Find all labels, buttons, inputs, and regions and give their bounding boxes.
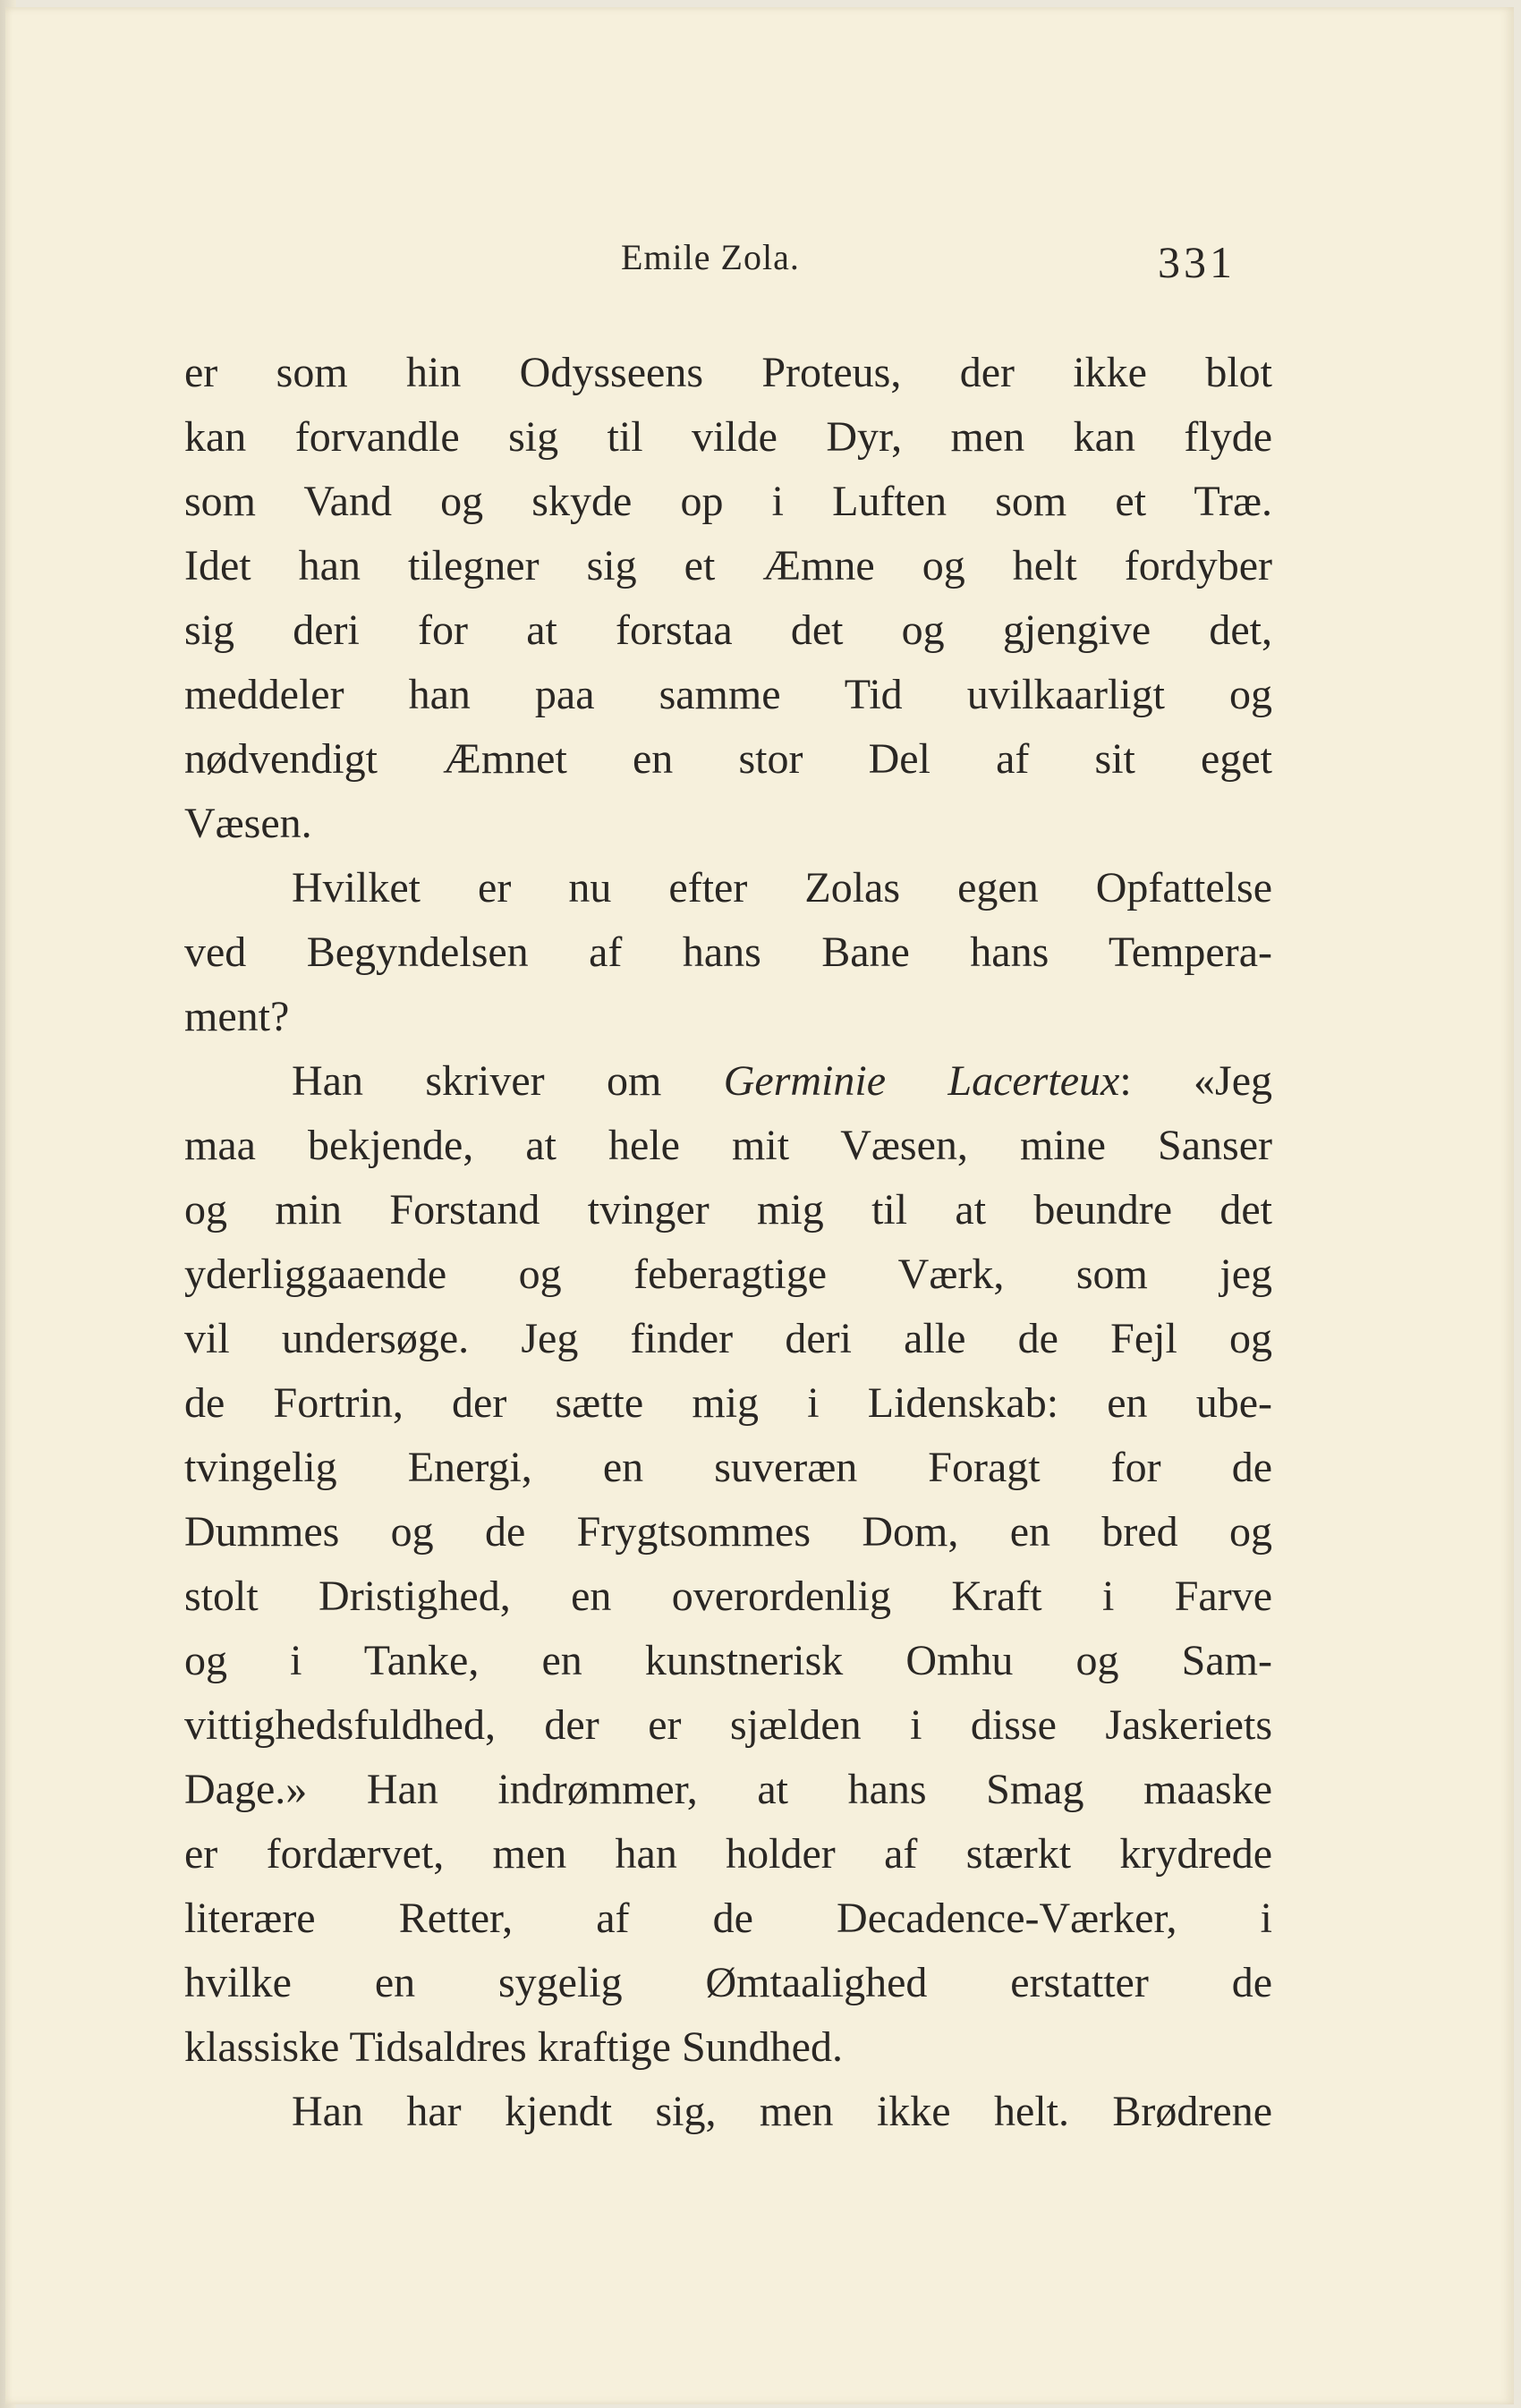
text-line: ved Begyndelsen af hans Bane hans Tempera- [184, 928, 1272, 976]
text-span: : «Jeg [1119, 1057, 1273, 1105]
text-line: maa bekjende, at hele mit Væsen, mine Sanser [184, 1122, 1272, 1169]
text-line: Væsen. [184, 800, 312, 847]
text-line: literære Retter, af de Decadence-Værker, i [184, 1895, 1272, 1942]
text-line: vittighedsfuldhed, der er sjælden i disse Jaskeriets [184, 1701, 1272, 1749]
text-line: Dage.» Han indrømmer, at hans Smag maaske [184, 1766, 1272, 1813]
text-line: nødvendigt Æmnet en stor Del af sit eget [184, 735, 1272, 783]
text-line: yderliggaaende og feberagtige Værk, som jeg [184, 1251, 1272, 1298]
text-line: tvingelig Energi, en suveræn Foragt for de [184, 1444, 1272, 1491]
running-header: Emile Zola. [621, 237, 800, 277]
text-span: Han skriver om [292, 1057, 724, 1105]
text-line-with-italic [292, 1050, 1272, 1113]
text-line: sig deri for at forstaa det og gjengive det, [184, 606, 1272, 654]
book-title: Germinie Lacerteux [723, 1057, 1120, 1105]
text-line: ment? [184, 993, 290, 1040]
text-line: er fordærvet, men han holder af stærkt krydrede [184, 1830, 1272, 1878]
text-line: Dummes og de Frygtsommes Dom, en bred og [184, 1508, 1272, 1556]
text-line: kan forvandle sig til vilde Dyr, men kan flyde [184, 413, 1272, 461]
text-line: og min Forstand tvinger mig til at beundre det [184, 1186, 1272, 1234]
text-line: hvilke en sygelig Ømtaalighed erstatter de [184, 1959, 1272, 2006]
text-line: er som hin Odysseens Proteus, der ikke blot [184, 349, 1272, 396]
text-line: stolt Dristighed, en overordenlig Kraft i Farve [184, 1573, 1272, 1620]
text-line: vil undersøge. Jeg finder deri alle de Fejl og [184, 1315, 1272, 1362]
book-page [5, 7, 1514, 2404]
text-line: Idet han tilegner sig et Æmne og helt fordyber [184, 542, 1272, 589]
page-number: 331 [1158, 237, 1236, 287]
text-line: klassiske Tidsaldres kraftige Sundhed. [184, 2023, 843, 2071]
text-line: som Vand og skyde op i Luften som et Træ. [184, 478, 1272, 525]
text-line: de Fortrin, der sætte mig i Lidenskab: en ube- [184, 1379, 1272, 1427]
text-line: Han har kjendt sig, men ikke helt. Brødrene [292, 2088, 1272, 2135]
text-line: Hvilket er nu efter Zolas egen Opfattelse [292, 864, 1272, 911]
text-line: meddeler han paa samme Tid uvilkaarligt og [184, 671, 1272, 718]
text-line: og i Tanke, en kunstnerisk Omhu og Sam- [184, 1637, 1272, 1684]
